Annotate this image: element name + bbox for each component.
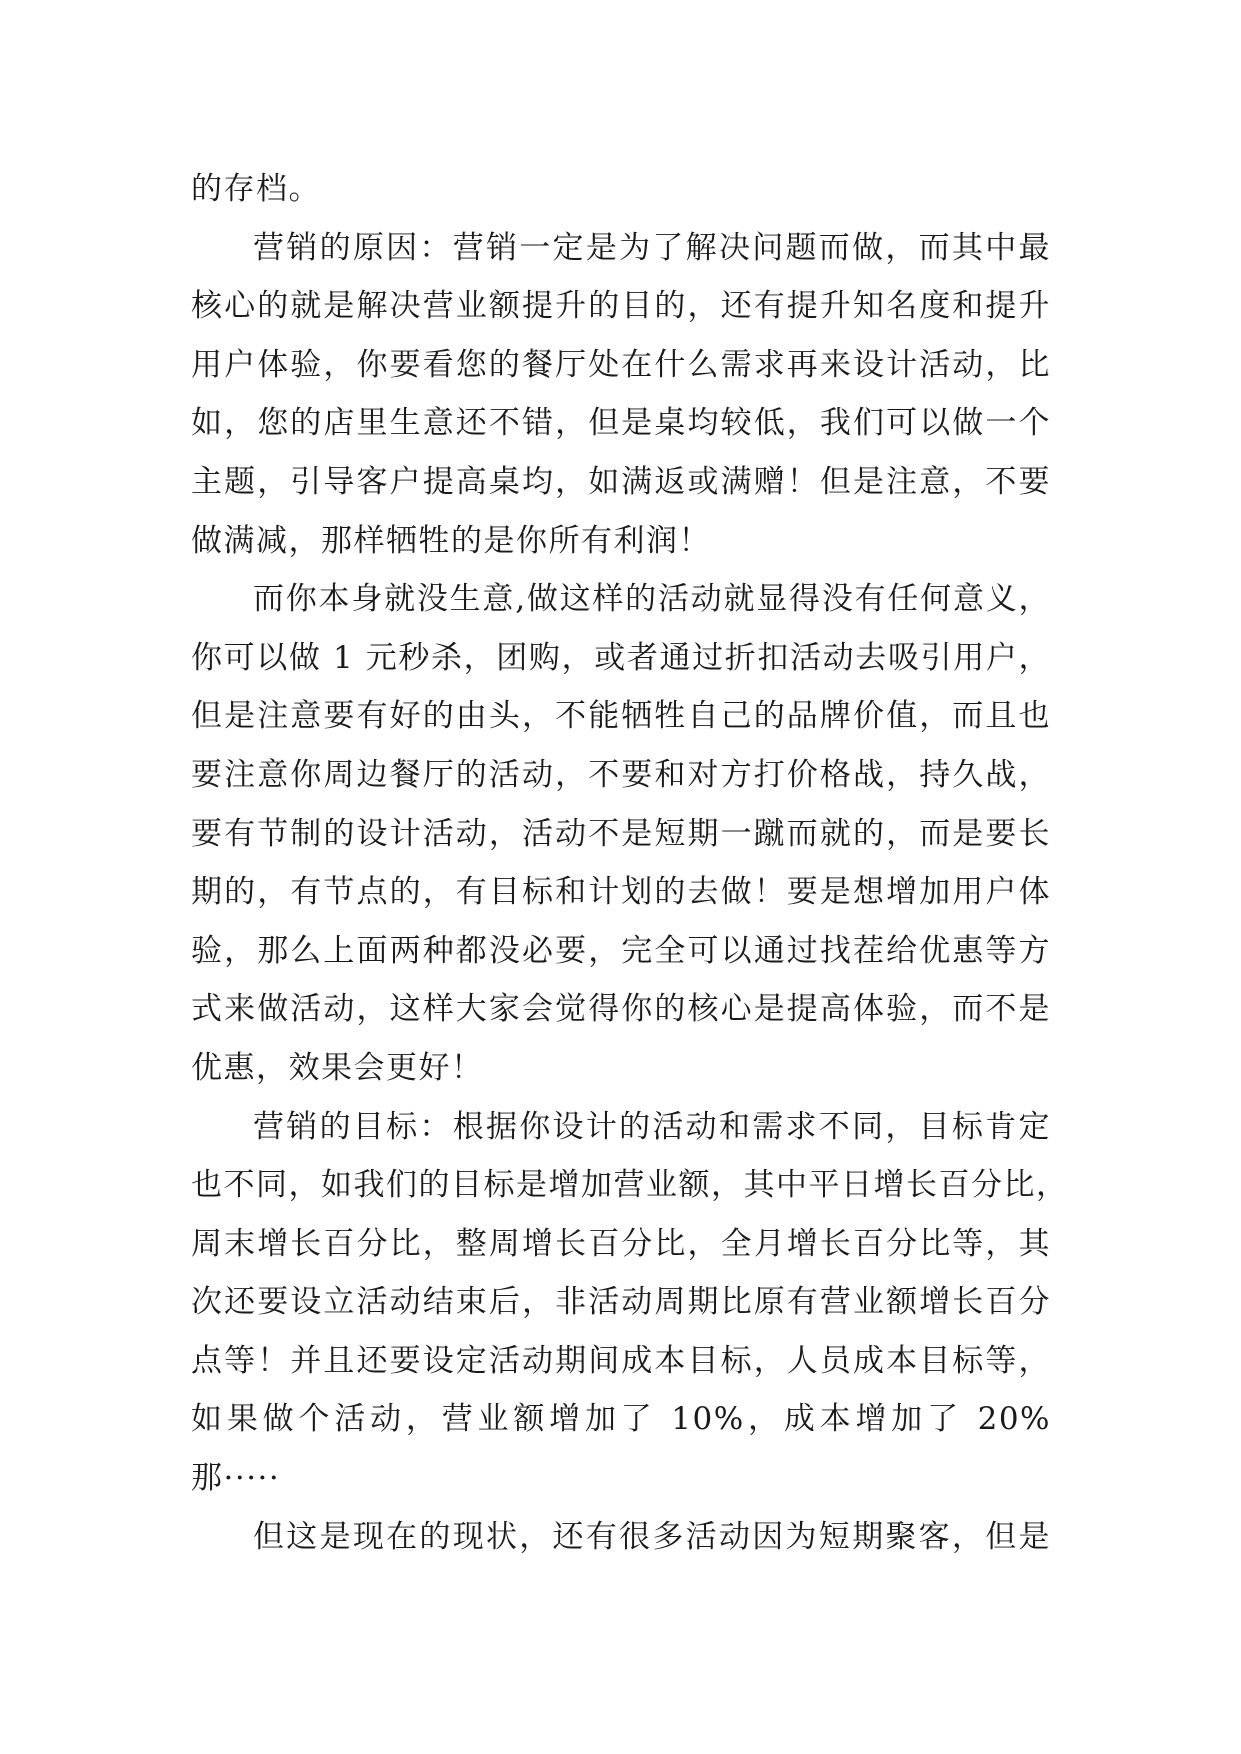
- text-line: 如，您的店里生意还不错，但是桌均较低，我们可以做一个: [191, 405, 1051, 442]
- text-line: 营销的原因：营销一定是为了解决问题而做，而其中最: [253, 229, 1051, 266]
- text-line: 期的，有节点的，有目标和计划的去做！要是想增加用户体: [191, 874, 1051, 911]
- body-text: [191, 160, 1069, 1566]
- text-line: 要有节制的设计活动，活动不是短期一蹴而就的，而是要长: [191, 815, 1051, 852]
- text-line: 式来做活动，这样大家会觉得你的核心是提高体验，而不是: [191, 991, 1051, 1028]
- text-line: 核心的就是解决营业额提升的目的，还有提升知名度和提升: [191, 288, 1051, 325]
- text-line: 而你本身就没生意,做这样的活动就显得没有任何意义，: [253, 581, 1051, 618]
- text-line: 但是注意要有好的由头，不能牺牲自己的品牌价值，而且也: [191, 698, 1051, 735]
- text-line: 验，那么上面两种都没必要，完全可以通过找茬给优惠等方: [191, 932, 1051, 969]
- text-line: 点等！并且还要设定活动期间成本目标，人员成本目标等，: [191, 1342, 1051, 1379]
- text-line: 主题，引导客户提高桌均，如满返或满赠！但是注意，不要: [191, 463, 1051, 500]
- text-line: 要注意你周边餐厅的活动，不要和对方打价格战，持久战，: [191, 756, 1051, 793]
- text-line: 你可以做 1 元秒杀，团购，或者通过折扣活动去吸引用户，: [191, 639, 1051, 676]
- text-line: 也不同，如我们的目标是增加营业额，其中平日增长百分比，: [191, 1167, 1069, 1204]
- text-line: 用户体验，你要看您的餐厅处在什么需求再来设计活动，比: [191, 346, 1051, 383]
- text-line: 周末增长百分比，整周增长百分比，全月增长百分比等，其: [191, 1225, 1051, 1262]
- text-line: 的存档。: [191, 171, 321, 207]
- text-line: 那·····: [191, 1460, 281, 1497]
- text-line: 营销的目标：根据你设计的活动和需求不同，目标肯定: [253, 1108, 1051, 1145]
- text-line: 优惠，效果会更好！: [191, 1049, 484, 1086]
- text-line: 但这是现在的现状，还有很多活动因为短期聚客，但是: [253, 1518, 1051, 1555]
- text-line: 次还要设立活动结束后，非活动周期比原有营业额增长百分: [191, 1284, 1051, 1321]
- text-line: 如果做个活动，营业额增加了 10%，成本增加了 20%: [191, 1401, 1051, 1438]
- text-line: 做满减，那样牺牲的是你所有利润！: [191, 522, 711, 559]
